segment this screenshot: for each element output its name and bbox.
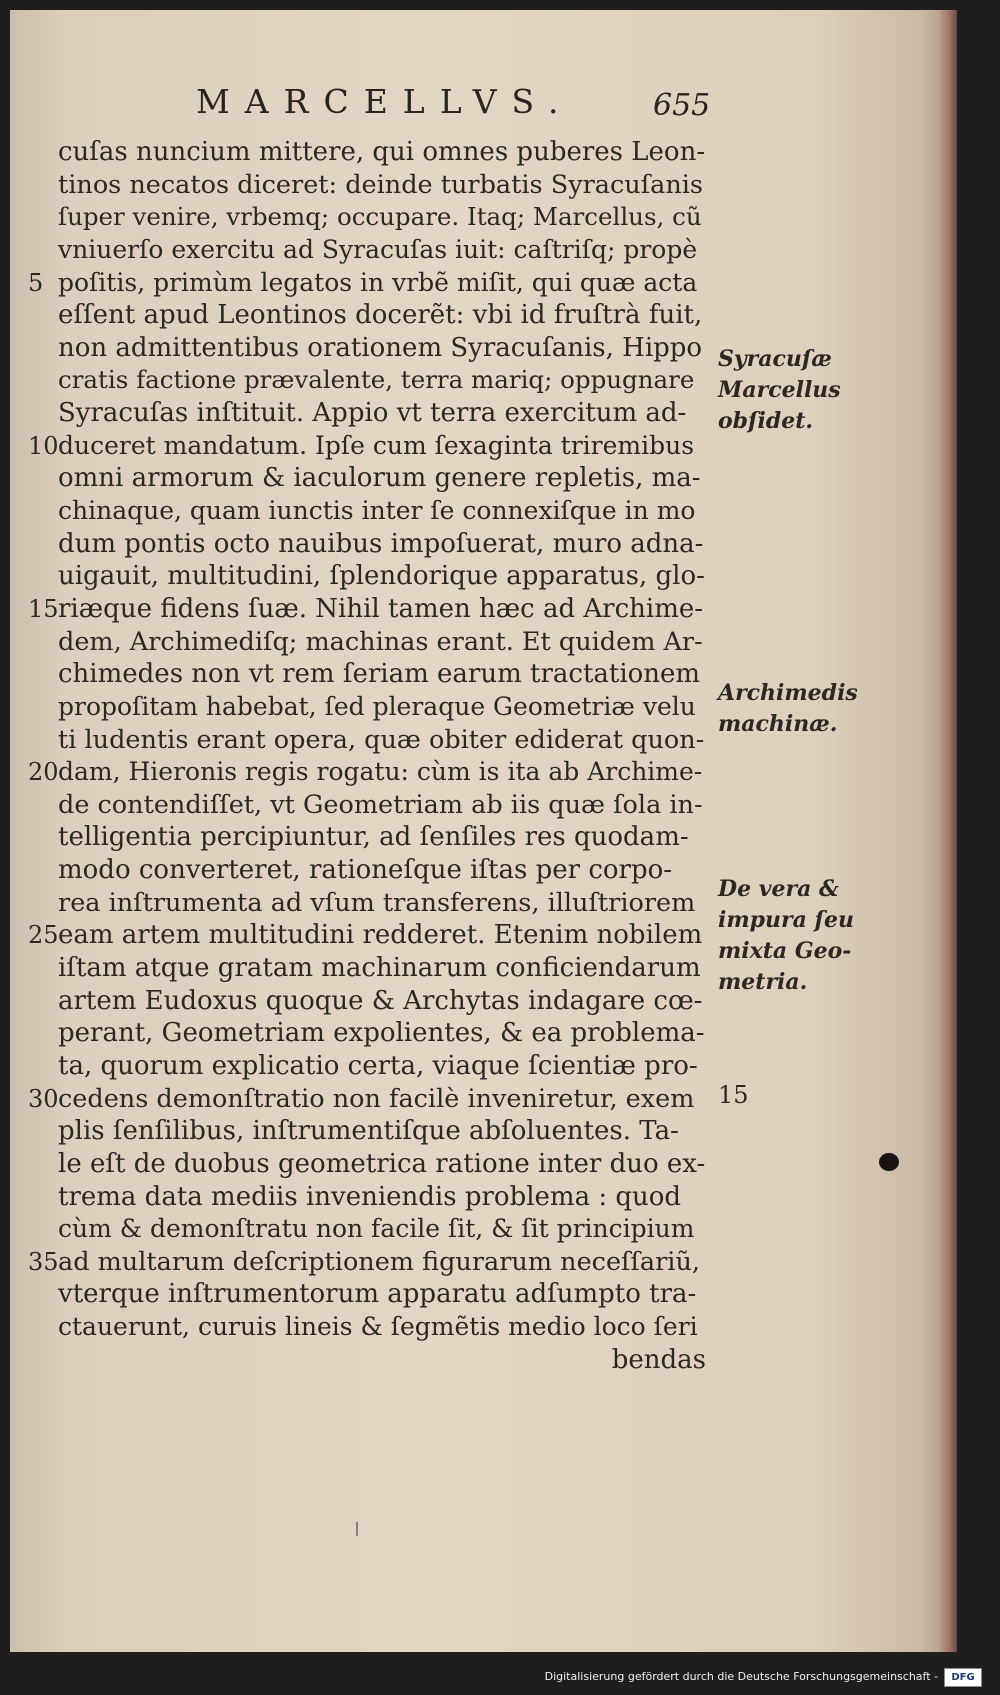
dfg-logo: DFG: [944, 1668, 982, 1687]
margin-note-syracuse: [718, 344, 841, 437]
margin-note-line: mixta Geo-: [718, 938, 852, 964]
margin-note-line: De vera &: [718, 876, 839, 902]
body-text: [28, 136, 708, 1376]
line-text: le eſt de duobus geometrica ratione inter duo ex-: [58, 1148, 706, 1179]
line-text: chinaque, quam iunctis inter ſe connexiſque in mo: [58, 496, 696, 526]
text-line: [58, 201, 708, 234]
line-text: poſitis, primùm legatos in vrbẽ miſit, qui quæ acta: [58, 267, 698, 297]
text-line: [58, 691, 708, 724]
line-text: eam artem multitudini redderet. Etenim nobilem: [58, 920, 703, 951]
line-text: iſtam atque gratam machinarum conficiendarum: [58, 953, 701, 984]
margin-note-line: Archimedis: [718, 680, 858, 706]
line-text: propoſitam habebat, ſed pleraque Geometriæ velu: [58, 691, 696, 721]
line-text: vterque inſtrumentorum apparatu adſumpto tra-: [58, 1279, 697, 1310]
text-line: [58, 1344, 708, 1377]
text-line: [28, 267, 708, 300]
line-number: 5: [28, 268, 44, 297]
text-line: [58, 169, 708, 202]
text-line: [58, 364, 708, 397]
line-text: ta, quorum explicatio certa, viaque ſcientiæ pro-: [58, 1050, 698, 1081]
text-line: [58, 234, 708, 267]
margin-note-line: Marcellus: [718, 377, 841, 403]
line-text: ctauerunt, curuis lineis & ſegmẽtis medio loco ſeri: [58, 1312, 698, 1342]
text-line: [58, 1181, 708, 1214]
text-line: [58, 397, 708, 430]
running-head: [10, 82, 957, 132]
running-title: MARCELLVS.: [196, 82, 574, 121]
line-text: trema data mediis inveniendis problema : quod: [58, 1181, 682, 1212]
text-line: [58, 821, 708, 854]
text-line: [58, 495, 708, 528]
line-text: duceret mandatum. Ipſe cum ſexaginta triremibus: [58, 430, 695, 460]
line-text: vniuerſo exercitu ad Syracuſas iuit: caſtriſq; propè: [58, 234, 698, 264]
margin-note-geometry: [718, 874, 854, 998]
text-line: [28, 756, 708, 789]
text-line: [58, 1311, 708, 1344]
text-line: [58, 299, 708, 332]
text-line: [58, 528, 708, 561]
line-text: bendas: [611, 1344, 706, 1375]
text-line: [58, 985, 708, 1018]
margin-note-line: obſidet.: [718, 408, 814, 434]
text-line: [28, 1083, 708, 1116]
margin-note-line: metria.: [718, 969, 808, 995]
line-text: ad multarum deſcriptionem figurarum neceſſariũ,: [58, 1246, 700, 1277]
line-number: 10: [28, 431, 59, 460]
text-line: [58, 332, 708, 365]
text-line: [58, 887, 708, 920]
text-line: [58, 952, 708, 985]
text-line: [58, 1148, 708, 1181]
text-line: [58, 1278, 708, 1311]
line-text: dem, Archimediſq; machinas erant. Et quidem Ar-: [58, 626, 703, 657]
line-number: 25: [28, 921, 59, 950]
book-page: [10, 10, 957, 1652]
text-line: [58, 1213, 708, 1246]
text-line: [28, 593, 708, 626]
line-text: artem Eudoxus quoque & Archytas indagare cœ-: [58, 985, 703, 1016]
line-number: 35: [28, 1247, 59, 1276]
margin-note-archimedes: [718, 678, 858, 740]
digitization-credit: Digitalisierung gefördert durch die Deutsche Forschungsgemeinschaft -: [544, 1670, 938, 1683]
text-line: [58, 854, 708, 887]
text-line: [58, 789, 708, 822]
line-text: cedens demonſtratio non facilè inveniretur, exem: [58, 1083, 695, 1114]
page-number: 655: [653, 88, 711, 123]
margin-note-line: machinæ.: [718, 711, 838, 737]
line-text: cùm & demonſtratu non facile ſit, & ſit principium: [58, 1214, 695, 1244]
ink-blot: [879, 1153, 899, 1171]
text-line: [28, 919, 708, 952]
line-text: uigauit, multitudini, ſplendorique apparatus, glo-: [58, 561, 705, 592]
margin-note-line: impura ſeu: [718, 907, 854, 933]
line-text: plis ſenſilibus, inſtrumentiſque abſoluentes. Ta-: [58, 1116, 679, 1147]
line-number: 30: [28, 1084, 59, 1113]
margin-note-number: [718, 1080, 749, 1111]
line-text: tinos necatos diceret: deinde turbatis Syracuſanis: [58, 169, 704, 200]
line-text: riæque fidens ſuæ. Nihil tamen hæc ad Archime-: [58, 593, 704, 624]
paper-mark: [356, 1522, 358, 1536]
line-text: perant, Geometriam expolientes, & ea problema-: [58, 1018, 705, 1049]
line-text: telligentia percipiuntur, ad ſenſiles res quodam-: [58, 822, 689, 853]
text-line: [28, 1246, 708, 1279]
text-line: [58, 560, 708, 593]
page-edge-shadow: [939, 10, 957, 1652]
margin-note-line: 15: [718, 1081, 749, 1109]
line-text: chimedes non vt rem ſeriam earum tractationem: [58, 659, 701, 690]
line-number: 15: [28, 594, 59, 623]
line-text: dam, Hieronis regis rogatu: cùm is ita ab Archime-: [58, 757, 703, 787]
line-text: cratis factione prævalente, terra mariq; oppugnare: [58, 365, 695, 395]
line-text: rea inſtrumenta ad vſum transferens, illuſtriorem: [58, 887, 696, 918]
text-line: [58, 658, 708, 691]
text-line: [58, 1050, 708, 1083]
text-line: [58, 462, 708, 495]
line-text: dum pontis octo nauibus impoſuerat, muro adna-: [58, 528, 704, 559]
text-line: [58, 1017, 708, 1050]
line-text: ſuper venire, vrbemq; occupare. Itaq; Marcellus, cũ: [58, 202, 702, 232]
line-text: de contendiſſet, vt Geometriam ab iis quæ ſola in-: [58, 789, 703, 820]
text-line: [58, 724, 708, 757]
footer-bar: [0, 1662, 1000, 1695]
line-text: modo converteret, rationeſque iſtas per corpo-: [58, 855, 673, 886]
text-line: [58, 1115, 708, 1148]
line-text: ti ludentis erant opera, quæ obiter ediderat quon-: [58, 724, 705, 755]
line-text: eſſent apud Leontinos docerẽt: vbi id fruſtrà fuit,: [58, 300, 703, 331]
line-text: cuſas nuncium mittere, qui omnes puberes Leon-: [58, 137, 706, 167]
margin-note-line: Syracuſæ: [718, 346, 832, 372]
line-text: non admittentibus orationem Syracuſanis, Hippo: [58, 332, 703, 363]
text-line: [28, 430, 708, 463]
line-number: 20: [28, 758, 59, 787]
text-line: [58, 136, 708, 169]
line-text: Syracuſas inſtituit. Appio vt terra exercitum ad-: [58, 398, 687, 429]
line-text: omni armorum & iaculorum genere repletis, ma-: [58, 463, 701, 494]
text-line: [58, 626, 708, 659]
